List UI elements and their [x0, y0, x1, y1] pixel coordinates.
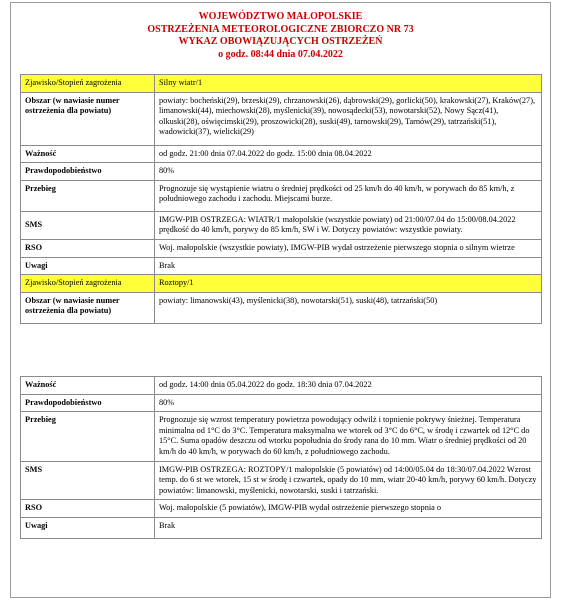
area-row [21, 92, 542, 145]
notes-value-2: Brak [155, 517, 542, 538]
area-value-2: powiaty: limanowski(43), myślenicki(38), nowotarski(51), suski(48), tatrzański(50) [155, 292, 542, 323]
sms-row-2 [21, 461, 542, 500]
sms-row [21, 211, 542, 239]
probability-value-2: 80% [155, 394, 542, 412]
course-label-2: Przebieg [21, 412, 155, 461]
rso-value: Woj. małopolskie (wszystkie powiaty), IMGW-PIB wydał ostrzeżenie pierwszego stopnia o silnym wietrze [155, 239, 542, 257]
validity-label-2: Ważność [21, 377, 155, 395]
probability-row [21, 163, 542, 181]
warning-table-wind [20, 74, 542, 324]
area-value: powiaty: bocheński(29), brzeski(29), chrzanowski(26), dąbrowski(29), gorlicki(50), krakowski(27), Kraków(27), limanowski(44), miechowski(28), myślenicki(39), nowosądecki(53), nowotarski(52), Nowy Sącz(41), olkuski(28), oświęcimski(29), proszowicki(28), suski(49), tarnowski(29), Tarnów(29), tatrzański(51), wadowicki(37), wielicki(29) [155, 92, 542, 145]
validity-label: Ważność [21, 145, 155, 163]
validity-row-2 [21, 377, 542, 395]
rso-row-2 [21, 500, 542, 518]
document-header [11, 11, 550, 61]
validity-value-2: od godz. 14:00 dnia 05.04.2022 do godz. 18:30 dnia 07.04.2022 [155, 377, 542, 395]
sms-value: IMGW-PIB OSTRZEGA: WIATR/1 małopolskie (wszystkie powiaty) od 21:00/07.04 do 15:00/08.04.2022 prędkość do 40 km/h, porywy do 85 km/h, SW i W. Dotyczy powiatów: wszystkie powiaty. [155, 211, 542, 239]
phenomenon-value-2: Roztopy/1 [155, 275, 542, 293]
header-bulletin-number: OSTRZEŻENIA METEOROLOGICZNE ZBIORCZO NR 73 [147, 23, 414, 35]
course-label: Przebieg [21, 180, 155, 211]
course-row-2 [21, 412, 542, 461]
course-value-2: Prognozuje się wzrost temperatury powietrza powodujący odwilż i topnienie pokrywy śnieżnej. Temperatura minimalna od 1°C do 3°C. Temperatura maksymalna we wtorek od 3°C do 6°C, w środę i czwartek od 12°C do 15°C. Suma opadów deszczu od wtorku popołudnia do środy rana do 10 mm. Wiatr o średniej prędkości od 20 km/h do 40 km/h, w porywach do 60 km/h, z południowego zachodu. [155, 412, 542, 461]
area-row-2 [21, 292, 542, 323]
validity-value: od godz. 21:00 dnia 07.04.2022 do godz. 15:00 dnia 08.04.2022 [155, 145, 542, 163]
notes-label: Uwagi [21, 257, 155, 275]
notes-label-2: Uwagi [21, 517, 155, 538]
probability-label-2: Prawdopodobieństwo [21, 394, 155, 412]
header-region: WOJEWÓDZTWO MAŁOPOLSKIE [198, 11, 363, 22]
rso-label: RSO [21, 239, 155, 257]
course-row [21, 180, 542, 211]
area-label-2: Obszar (w nawiasie numer ostrzeżenia dla powiatu) [21, 292, 155, 323]
sms-label: SMS [21, 211, 155, 239]
sms-value-2: IMGW-PIB OSTRZEGA: ROZTOPY/1 małopolskie (5 powiatów) od 14:00/05.04 do 18:30/07.04.2022 Wzrost temp. do 6 st we wtorek, 15 st w środę i czwartek, opady do 10 mm, wiatr 20-40 km/h, porywy 60 km/h. Dotyczy powiatów: limanowski, myślenicki, nowotarski, suski i tatrzański. [155, 461, 542, 500]
notes-row [21, 257, 542, 275]
rso-row [21, 239, 542, 257]
phenomenon-label-2: Zjawisko/Stopień zagrożenia [21, 275, 155, 293]
course-value: Prognozuje się wystąpienie wiatru o średniej prędkości od 25 km/h do 40 km/h, w porywach do 85 km/h, z południowego zachodu i zachodu. Miejscami burze. [155, 180, 542, 211]
area-label: Obszar (w nawiasie numer ostrzeżenia dla powiatu) [21, 92, 155, 145]
header-list-title: WYKAZ OBOWIĄZUJĄCYCH OSTRZEŻEŃ [178, 36, 383, 47]
probability-value: 80% [155, 163, 542, 181]
phenomenon-label: Zjawisko/Stopień zagrożenia [21, 75, 155, 93]
notes-row-2 [21, 517, 542, 538]
phenomenon-row-2 [21, 275, 542, 293]
sms-label-2: SMS [21, 461, 155, 500]
probability-label: Prawdopodobieństwo [21, 163, 155, 181]
phenomenon-value: Silny wiatr/1 [155, 75, 542, 93]
header-timestamp: o godz. 08:44 dnia 07.04.2022 [218, 48, 343, 60]
probability-row-2 [21, 394, 542, 412]
rso-label-2: RSO [21, 500, 155, 518]
validity-row [21, 145, 542, 163]
rso-value-2: Woj. małopolskie (5 powiatów), IMGW-PIB wydał ostrzeżenie pierwszego stopnia o [155, 500, 542, 518]
warning-table-thaw [20, 376, 542, 539]
phenomenon-row [21, 75, 542, 93]
notes-value: Brak [155, 257, 542, 275]
